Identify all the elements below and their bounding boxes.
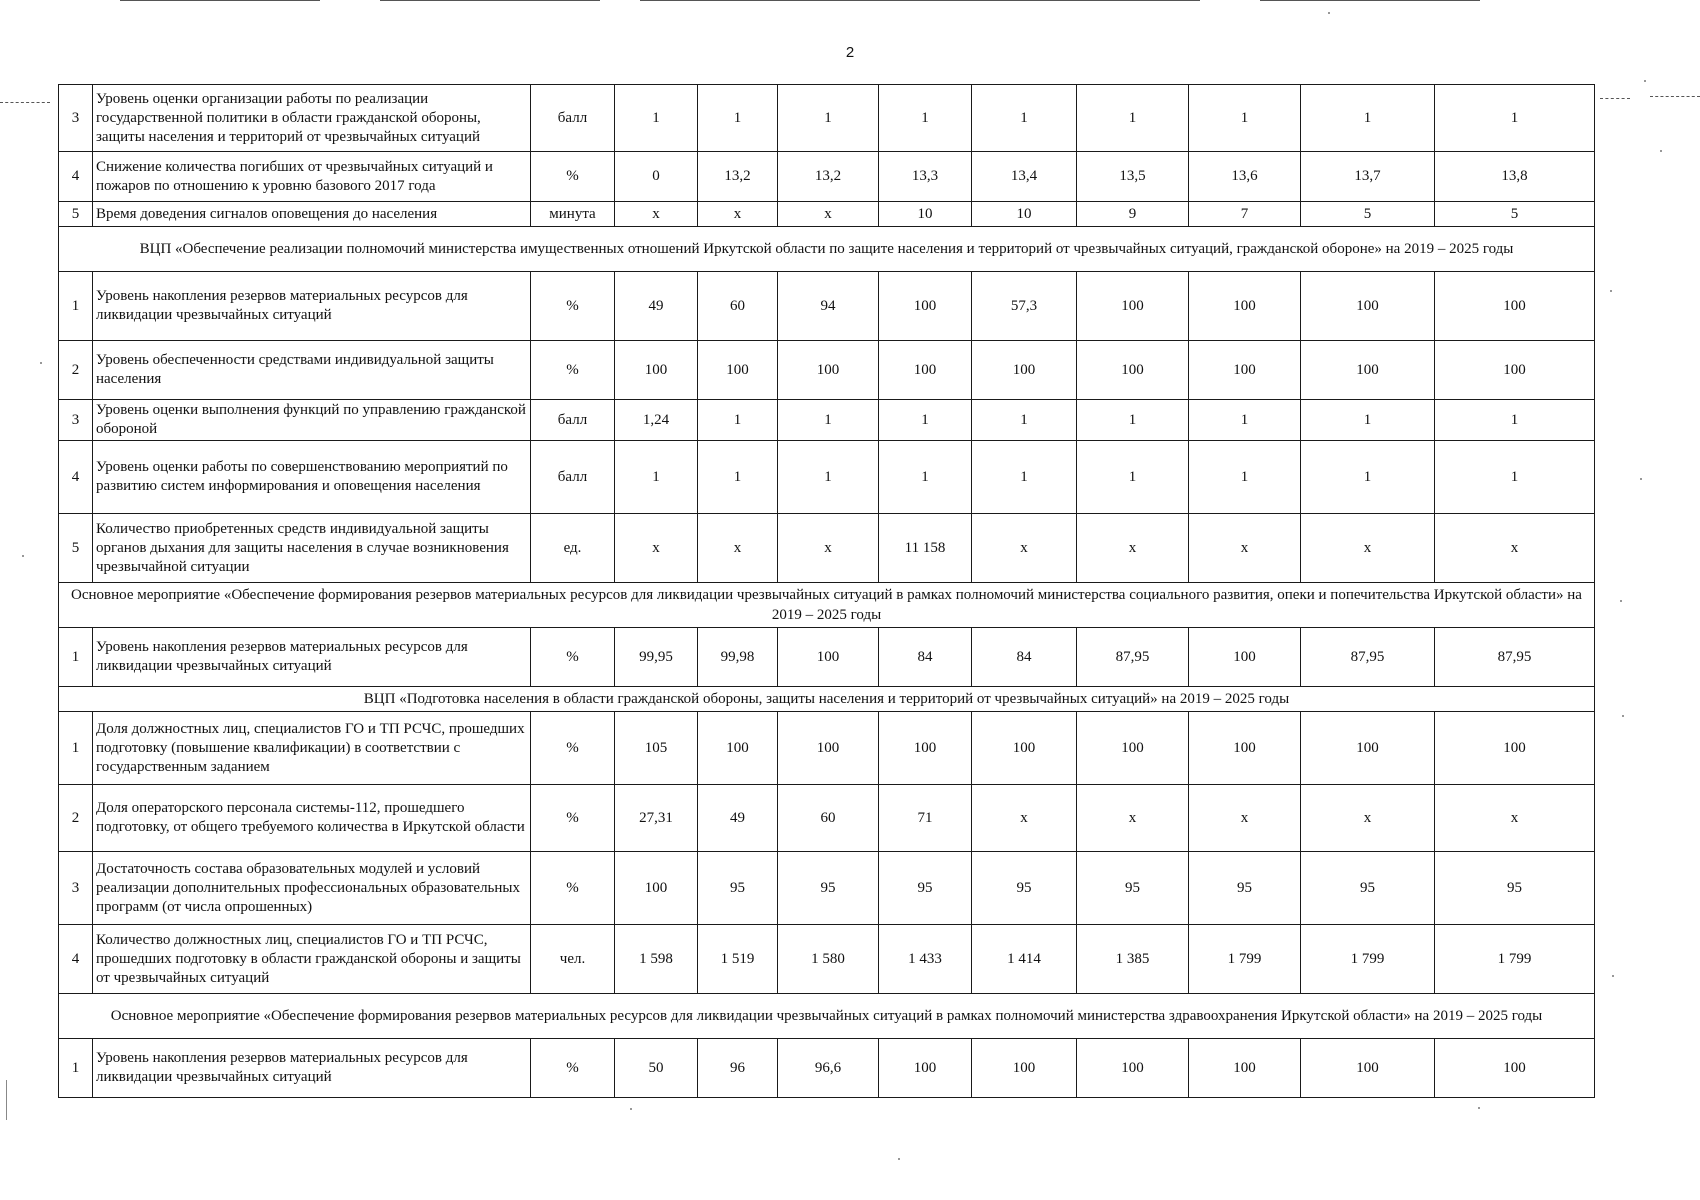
value-cell: 13,3 — [879, 152, 972, 202]
value-cell: 99,98 — [698, 628, 778, 687]
scan-edge-line — [120, 0, 320, 1]
scan-edge-tick — [6, 1080, 7, 1120]
indicator-name: Достаточность состава образовательных модулей и условий реализации дополнительных профессиональных образовательных программ (от числа опрошенных) — [93, 852, 531, 925]
scan-edge-line — [0, 102, 50, 103]
unit-cell: % — [531, 272, 615, 341]
value-cell: 1 — [1435, 441, 1595, 514]
value-cell: x — [778, 202, 879, 227]
page-number: 2 — [845, 44, 855, 61]
value-cell: 1,24 — [615, 400, 698, 441]
value-cell: 1 598 — [615, 925, 698, 994]
unit-cell: ед. — [531, 514, 615, 583]
value-cell: 100 — [698, 712, 778, 785]
value-cell: x — [972, 785, 1077, 852]
indicator-name: Количество должностных лиц, специалистов ГО и ТП РСЧС, прошедших подготовку в области гражданской обороны и защиты от чрезвычайных ситуаций — [93, 925, 531, 994]
value-cell: 100 — [879, 712, 972, 785]
value-cell: 1 — [1077, 85, 1189, 152]
section-header-row — [59, 227, 1595, 272]
value-cell: 100 — [778, 341, 879, 400]
value-cell: 95 — [879, 852, 972, 925]
value-cell: x — [1435, 514, 1595, 583]
value-cell: 100 — [972, 1039, 1077, 1098]
value-cell: 100 — [879, 1039, 972, 1098]
value-cell: 1 — [698, 441, 778, 514]
value-cell: 1 580 — [778, 925, 879, 994]
value-cell: x — [778, 514, 879, 583]
value-cell: 9 — [1077, 202, 1189, 227]
unit-cell: балл — [531, 85, 615, 152]
indicator-name: Снижение количества погибших от чрезвычайных ситуаций и пожаров по отношению к уровню базового 2017 года — [93, 152, 531, 202]
indicator-name: Уровень накопления резервов материальных ресурсов для ликвидации чрезвычайных ситуаций — [93, 272, 531, 341]
section-title: Основное мероприятие «Обеспечение формирования резервов материальных ресурсов для ликвидации чрезвычайных ситуаций в рамках полномочий министерства социального развития, опеки и попечительства Иркутской области» на 2019 – 2025 годы — [59, 583, 1595, 628]
section-header-row — [59, 687, 1595, 712]
scan-edge-line — [380, 0, 600, 1]
value-cell: 1 799 — [1301, 925, 1435, 994]
row-number: 4 — [59, 925, 93, 994]
value-cell: 100 — [1435, 1039, 1595, 1098]
value-cell: 60 — [778, 785, 879, 852]
value-cell: x — [698, 514, 778, 583]
table-row — [59, 628, 1595, 687]
value-cell: 100 — [615, 852, 698, 925]
value-cell: 60 — [698, 272, 778, 341]
value-cell: 100 — [1189, 341, 1301, 400]
value-cell: 95 — [1077, 852, 1189, 925]
unit-cell: % — [531, 628, 615, 687]
value-cell: 100 — [1435, 272, 1595, 341]
table-row — [59, 202, 1595, 227]
value-cell: 100 — [879, 272, 972, 341]
scan-edge-line — [1260, 0, 1480, 1]
value-cell: 11 158 — [879, 514, 972, 583]
table-row — [59, 785, 1595, 852]
value-cell: x — [615, 514, 698, 583]
row-number: 1 — [59, 1039, 93, 1098]
indicator-name: Уровень накопления резервов материальных ресурсов для ликвидации чрезвычайных ситуаций — [93, 1039, 531, 1098]
scan-speck — [630, 1108, 632, 1110]
value-cell: x — [1301, 785, 1435, 852]
value-cell: 96 — [698, 1039, 778, 1098]
value-cell: 5 — [1435, 202, 1595, 227]
scan-edge-line — [640, 0, 1200, 1]
row-number: 3 — [59, 400, 93, 441]
value-cell: x — [1077, 514, 1189, 583]
value-cell: 1 — [698, 85, 778, 152]
value-cell: 100 — [1077, 1039, 1189, 1098]
unit-cell: минута — [531, 202, 615, 227]
value-cell: x — [1301, 514, 1435, 583]
unit-cell: % — [531, 152, 615, 202]
value-cell: 94 — [778, 272, 879, 341]
table-row — [59, 925, 1595, 994]
value-cell: 7 — [1189, 202, 1301, 227]
value-cell: 87,95 — [1077, 628, 1189, 687]
indicator-name: Количество приобретенных средств индивидуальной защиты органов дыхания для защиты населения в случае возникновения чрезвычайной ситуации — [93, 514, 531, 583]
unit-cell: % — [531, 712, 615, 785]
value-cell: 84 — [879, 628, 972, 687]
indicator-name: Уровень оценки выполнения функций по управлению гражданской обороной — [93, 400, 531, 441]
value-cell: 1 519 — [698, 925, 778, 994]
value-cell: 100 — [1189, 628, 1301, 687]
section-title: ВЦП «Обеспечение реализации полномочий министерства имущественных отношений Иркутской области по защите населения и территорий от чрезвычайных ситуаций, гражданской обороне» на 2019 – 2025 годы — [59, 227, 1595, 272]
value-cell: 100 — [1435, 712, 1595, 785]
value-cell: 10 — [879, 202, 972, 227]
unit-cell: чел. — [531, 925, 615, 994]
indicator-name: Доля должностных лиц, специалистов ГО и ТП РСЧС, прошедших подготовку (повышение квалификации) в соответствии с государственным заданием — [93, 712, 531, 785]
unit-cell: балл — [531, 400, 615, 441]
indicator-name: Уровень накопления резервов материальных ресурсов для ликвидации чрезвычайных ситуаций — [93, 628, 531, 687]
value-cell: 13,2 — [778, 152, 879, 202]
row-number: 5 — [59, 202, 93, 227]
value-cell: 1 — [972, 441, 1077, 514]
scan-speck — [1620, 600, 1622, 602]
value-cell: 1 — [778, 441, 879, 514]
value-cell: 87,95 — [1301, 628, 1435, 687]
value-cell: 100 — [972, 712, 1077, 785]
value-cell: 87,95 — [1435, 628, 1595, 687]
scan-speck — [1640, 478, 1642, 480]
value-cell: 1 — [615, 441, 698, 514]
scan-speck — [1328, 12, 1330, 14]
value-cell: 100 — [972, 341, 1077, 400]
value-cell: 1 — [972, 85, 1077, 152]
value-cell: 71 — [879, 785, 972, 852]
unit-cell: % — [531, 785, 615, 852]
value-cell: 105 — [615, 712, 698, 785]
row-number: 1 — [59, 628, 93, 687]
value-cell: 13,2 — [698, 152, 778, 202]
section-title: ВЦП «Подготовка населения в области гражданской обороны, защиты населения и территорий от чрезвычайных ситуаций» на 2019 – 2025 годы — [59, 687, 1595, 712]
indicator-name: Доля операторского персонала системы-112, прошедшего подготовку, от общего требуемого количества в Иркутской области — [93, 785, 531, 852]
value-cell: 100 — [1077, 341, 1189, 400]
row-number: 5 — [59, 514, 93, 583]
value-cell: 100 — [778, 628, 879, 687]
indicators-table — [58, 84, 1595, 1098]
value-cell: 1 — [972, 400, 1077, 441]
value-cell: x — [615, 202, 698, 227]
scan-edge-line — [1650, 96, 1700, 97]
scan-speck — [1644, 80, 1646, 82]
row-number: 4 — [59, 441, 93, 514]
value-cell: 100 — [615, 341, 698, 400]
value-cell: 1 — [1301, 85, 1435, 152]
table-row — [59, 514, 1595, 583]
value-cell: x — [698, 202, 778, 227]
value-cell: 13,8 — [1435, 152, 1595, 202]
value-cell: 1 — [1189, 400, 1301, 441]
value-cell: 1 — [879, 400, 972, 441]
value-cell: 96,6 — [778, 1039, 879, 1098]
value-cell: 1 414 — [972, 925, 1077, 994]
value-cell: 100 — [1301, 341, 1435, 400]
unit-cell: балл — [531, 441, 615, 514]
scan-speck — [1660, 150, 1662, 152]
row-number: 4 — [59, 152, 93, 202]
value-cell: 1 — [1301, 400, 1435, 441]
value-cell: 1 — [1435, 400, 1595, 441]
row-number: 1 — [59, 272, 93, 341]
row-number: 3 — [59, 852, 93, 925]
unit-cell: % — [531, 852, 615, 925]
row-number: 2 — [59, 341, 93, 400]
section-header-row — [59, 994, 1595, 1039]
value-cell: x — [1077, 785, 1189, 852]
value-cell: 95 — [1189, 852, 1301, 925]
scan-speck — [1478, 1107, 1480, 1109]
table-row — [59, 852, 1595, 925]
unit-cell: % — [531, 341, 615, 400]
value-cell: 100 — [1077, 272, 1189, 341]
table-row — [59, 441, 1595, 514]
value-cell: 13,4 — [972, 152, 1077, 202]
indicator-name: Время доведения сигналов оповещения до населения — [93, 202, 531, 227]
scan-edge-line — [1600, 98, 1630, 99]
value-cell: 100 — [1301, 272, 1435, 341]
scan-speck — [22, 555, 24, 557]
value-cell: 95 — [778, 852, 879, 925]
value-cell: 100 — [1301, 712, 1435, 785]
value-cell: 49 — [698, 785, 778, 852]
value-cell: 100 — [698, 341, 778, 400]
value-cell: 13,6 — [1189, 152, 1301, 202]
section-header-row — [59, 583, 1595, 628]
value-cell: 10 — [972, 202, 1077, 227]
value-cell: 1 — [1189, 85, 1301, 152]
value-cell: x — [972, 514, 1077, 583]
table-row — [59, 272, 1595, 341]
value-cell: x — [1435, 785, 1595, 852]
value-cell: 1 799 — [1189, 925, 1301, 994]
value-cell: 27,31 — [615, 785, 698, 852]
value-cell: 100 — [1435, 341, 1595, 400]
section-title: Основное мероприятие «Обеспечение формирования резервов материальных ресурсов для ликвидации чрезвычайных ситуаций в рамках полномочий министерства здравоохранения Иркутской области» на 2019 – 2025 годы — [59, 994, 1595, 1039]
indicator-name: Уровень оценки организации работы по реализации государственной политики в области гражданской обороны, защиты населения и территорий от чрезвычайных ситуаций — [93, 85, 531, 152]
value-cell: 100 — [1301, 1039, 1435, 1098]
value-cell: 95 — [972, 852, 1077, 925]
value-cell: 1 — [879, 441, 972, 514]
scan-speck — [40, 362, 42, 364]
scan-speck — [898, 1158, 900, 1160]
row-number: 3 — [59, 85, 93, 152]
value-cell: x — [1189, 785, 1301, 852]
value-cell: 1 433 — [879, 925, 972, 994]
value-cell: 1 — [1435, 85, 1595, 152]
scan-speck — [1610, 290, 1612, 292]
value-cell: 100 — [1189, 1039, 1301, 1098]
unit-cell: % — [531, 1039, 615, 1098]
value-cell: 1 799 — [1435, 925, 1595, 994]
value-cell: 1 — [778, 85, 879, 152]
table-row — [59, 400, 1595, 441]
table-row — [59, 85, 1595, 152]
value-cell: 5 — [1301, 202, 1435, 227]
value-cell: 1 — [879, 85, 972, 152]
table-row — [59, 1039, 1595, 1098]
value-cell: 100 — [778, 712, 879, 785]
indicator-name: Уровень обеспеченности средствами индивидуальной защиты населения — [93, 341, 531, 400]
value-cell: 100 — [879, 341, 972, 400]
scan-speck — [1622, 715, 1624, 717]
value-cell: 1 — [1077, 441, 1189, 514]
value-cell: 1 — [1301, 441, 1435, 514]
value-cell: 99,95 — [615, 628, 698, 687]
table-row — [59, 152, 1595, 202]
value-cell: 1 — [698, 400, 778, 441]
value-cell: 1 — [615, 85, 698, 152]
value-cell: 13,5 — [1077, 152, 1189, 202]
value-cell: 1 385 — [1077, 925, 1189, 994]
table-row — [59, 712, 1595, 785]
value-cell: 50 — [615, 1039, 698, 1098]
value-cell: 49 — [615, 272, 698, 341]
indicator-name: Уровень оценки работы по совершенствованию мероприятий по развитию систем информирования и оповещения населения — [93, 441, 531, 514]
value-cell: 95 — [1435, 852, 1595, 925]
value-cell: 100 — [1189, 272, 1301, 341]
value-cell: 84 — [972, 628, 1077, 687]
row-number: 1 — [59, 712, 93, 785]
value-cell: 1 — [1077, 400, 1189, 441]
table-row — [59, 341, 1595, 400]
value-cell: 1 — [778, 400, 879, 441]
row-number: 2 — [59, 785, 93, 852]
value-cell: 95 — [1301, 852, 1435, 925]
value-cell: 1 — [1189, 441, 1301, 514]
value-cell: 100 — [1189, 712, 1301, 785]
value-cell: 100 — [1077, 712, 1189, 785]
value-cell: 13,7 — [1301, 152, 1435, 202]
scan-speck — [1612, 975, 1614, 977]
value-cell: 95 — [698, 852, 778, 925]
value-cell: x — [1189, 514, 1301, 583]
value-cell: 57,3 — [972, 272, 1077, 341]
value-cell: 0 — [615, 152, 698, 202]
